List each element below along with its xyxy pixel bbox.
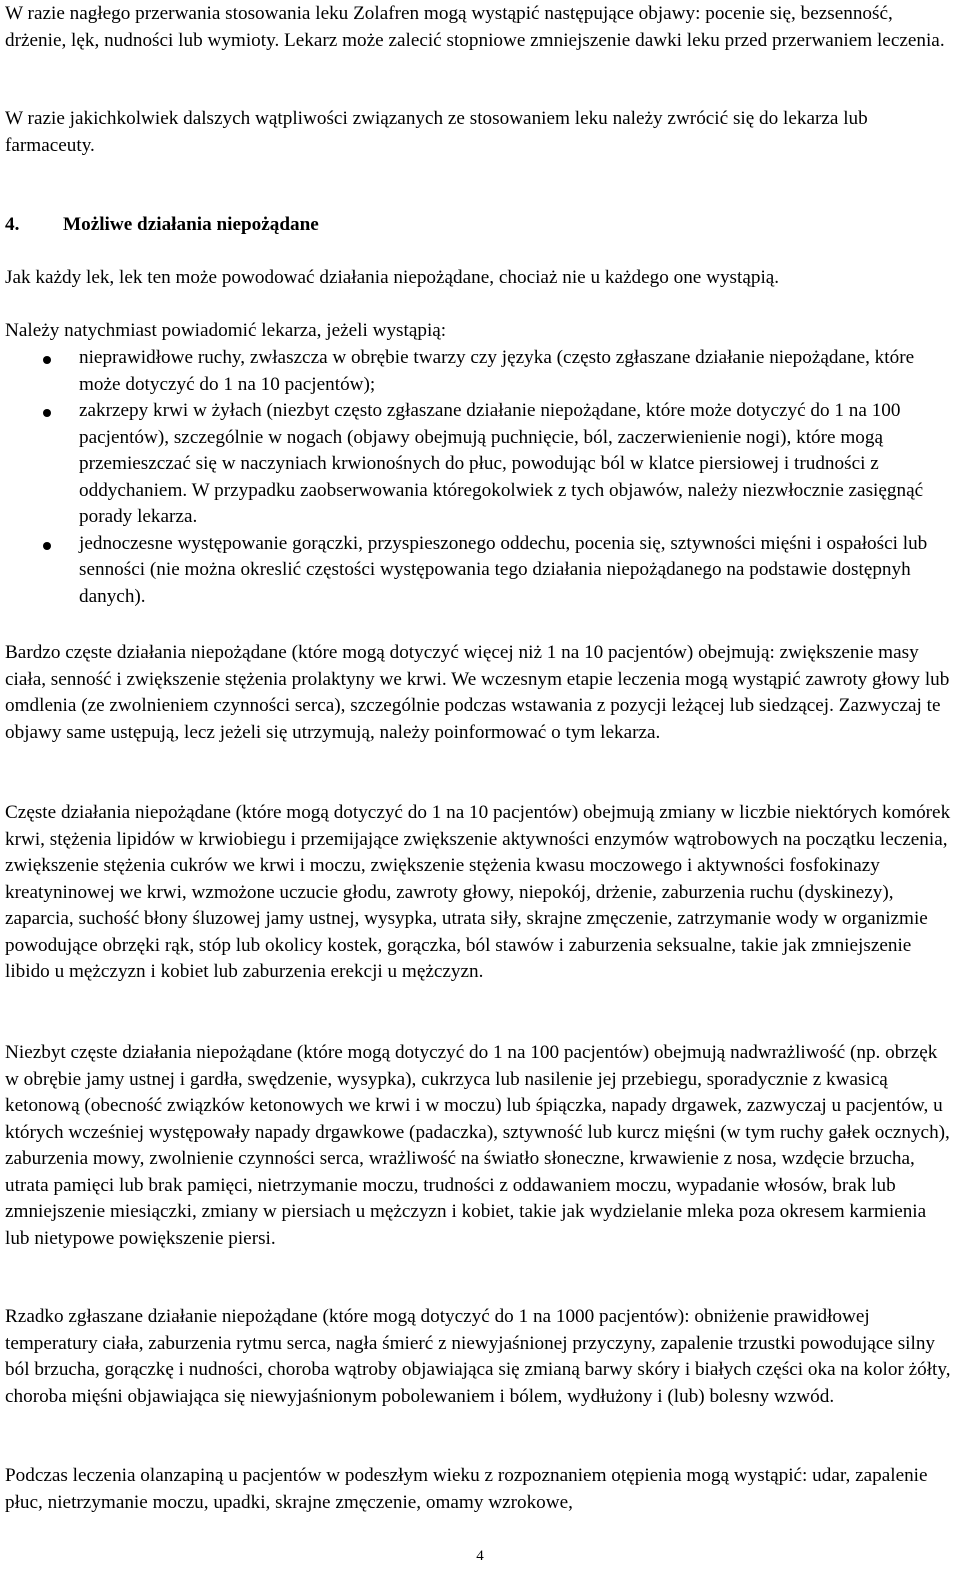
paragraph-urgent-lead: Należy natychmiast powiadomić lekarza, jeżeli wystąpią:	[5, 320, 447, 341]
paragraph-intro: Jak każdy lek, lek ten może powodować działania niepożądane, chociaż nie u każdego one wystąpią.	[5, 267, 780, 288]
urgent-list	[5, 345, 955, 610]
paragraph-very-common: Bardzo częste działania niepożądane (które mogą dotyczyć więcej niż 1 na 10 pacjentów) obejmują: zwiększenie masy ciała, senność i zwiększenie stężenia prolaktyny we krwi. We wczesnym etapie leczenia mogą wystąpić zawroty głowy lub omdlenia (ze zwolnieniem czynności serca), szczególnie podczas wstawania z pozycji leżącej lub siedzącej. Zazwyczaj te objawy same ustępują, lecz jeżeli się utrzymują, należy poinformować o tym lekarza.	[5, 642, 950, 743]
list-item	[5, 531, 955, 611]
section-title: Możliwe działania niepożądane	[63, 214, 319, 235]
paragraph-uncommon: Niezbyt częste działania niepożądane (które mogą dotyczyć do 1 na 100 pacjentów) obejmują nadwrażliwość (np. obrzęk w obrębie jamy ustnej i gardła, swędzenie, wysypka), cukrzyca lub nasilenie jej przebiegu, sporadycznie z kwasicą ketonową (obecność związków ketonowych we krwi i w moczu) lub śpiączka, napady drgawek, zazwyczaj u pacjentów, u których wcześniej występowały napady drgawkowe (padaczka), sztywność lub kurcz mięśni (w tym ruchy gałek ocznych), zaburzenia mowy, zwolnienie czynności serca, wrażliwość na światło słoneczne, krwawienie z nosa, wzdęcie brzucha, utrata pamięci lub brak pamięci, nietrzymanie moczu, trudności z oddawaniem moczu, wypadanie włosów, brak lub zmniejszenie miesiączki, zmiany w piersiach u mężczyzn i kobiet, takie jak wydzielanie mleka poza okresem karmienia lub nietypowe powiększenie piersi.	[5, 1042, 950, 1249]
paragraph-common: Częste działania niepożądane (które mogą dotyczyć do 1 na 10 pacjentów) obejmują zmiany w liczbie niektórych komórek krwi, stężenia lipidów w krwiobiegu i przemijające zwiększenie aktywności enzymów wątrobowych na początku leczenia, zwiększenie stężenia cukrów we krwi i moczu, zwiększenie stężenia kwasu moczowego i aktywności fosfokinazy kreatyninowej we krwi, wzmożone uczucie głodu, zawroty głowy, niepokój, drżenie, zaburzenia ruchu (dyskinezy), zaparcia, suchość błony śluzowej jamy ustnej, wysypka, utrata siły, skrajne zmęczenie, zatrzymanie wody w organizmie powodujące obrzęki rąk, stóp lub okolicy kostek, gorączka, ból stawów i zaburzenia seksualne, takie jak zmniejszenie libido u mężczyzn i kobiet lub zaburzenia erekcji u mężczyzn.	[5, 802, 951, 982]
list-item	[5, 345, 955, 398]
list-item-text: jednoczesne występowanie gorączki, przyspieszonego oddechu, pocenia się, sztywności mięśni i ospałości lub senności (nie można okreslić częstości występowania tego działania niepożądanego na podstawie dostępnyh danych).	[79, 532, 928, 607]
paragraph-rare: Rzadko zgłaszane działanie niepożądane (które mogą dotyczyć do 1 na 1000 pacjentów): obniżenie prawidłowej temperatury ciała, zaburzenia rytmu serca, nagła śmierć z niewyjaśnionej przyczyny, zapalenie trzustki powodujące silny ból brzucha, gorączkę i nudności, choroba wątroby objawiająca się zmianą barwy skóry i białych części oka na kolor żółty, choroba mięśni objawiająca się niewyjaśnionym pobolewaniem i bólem, wydłużony i (lub) bolesny wzwód.	[5, 1306, 951, 1407]
list-item	[5, 398, 955, 531]
paragraph-withdrawal: W razie nagłego przerwania stosowania leku Zolafren mogą wystąpić następujące objawy: pocenie się, bezsenność, drżenie, lęk, nudności lub wymioty. Lekarz może zalecić stopniowe zmniejszenie dawki leku przed przerwaniem leczenia.	[5, 3, 945, 51]
bullet-icon	[43, 356, 51, 364]
paragraph-questions: W razie jakichkolwiek dalszych wątpliwości związanych ze stosowaniem leku należy zwrócić się do lekarza lub farmaceuty.	[5, 108, 868, 156]
page-number: 4	[476, 1548, 484, 1564]
list-item-text: zakrzepy krwi w żyłach (niezbyt często zgłaszane działanie niepożądane, które może dotyczyć do 1 na 100 pacjentów), szczególnie w nogach (objawy obejmują puchnięcie, ból, zaczerwienienie nogi), które mogą przemieszczać się w naczyniach krwionośnych do płuc, powodując ból w klatce piersiowej i trudności z oddychaniem. W przypadku zaobserwowania któregokolwiek z tych objawów, należy niezwłocznie zasięgnąć porady lekarza.	[79, 400, 924, 527]
section-heading	[5, 212, 955, 239]
bullet-icon	[43, 409, 51, 417]
section-number: 4.	[5, 214, 20, 235]
paragraph-elderly: Podczas leczenia olanzapiną u pacjentów w podeszłym wieku z rozpoznaniem otępienia mogą wystąpić: udar, zapalenie płuc, nietrzymanie moczu, upadki, skrajne zmęczenie, omamy wzrokowe,	[5, 1465, 928, 1513]
list-item-text: nieprawidłowe ruchy, zwłaszcza w obrębie twarzy czy języka (często zgłaszane działanie niepożądane, które może dotyczyć do 1 na 10 pacjentów);	[79, 347, 915, 395]
bullet-icon	[43, 542, 51, 550]
